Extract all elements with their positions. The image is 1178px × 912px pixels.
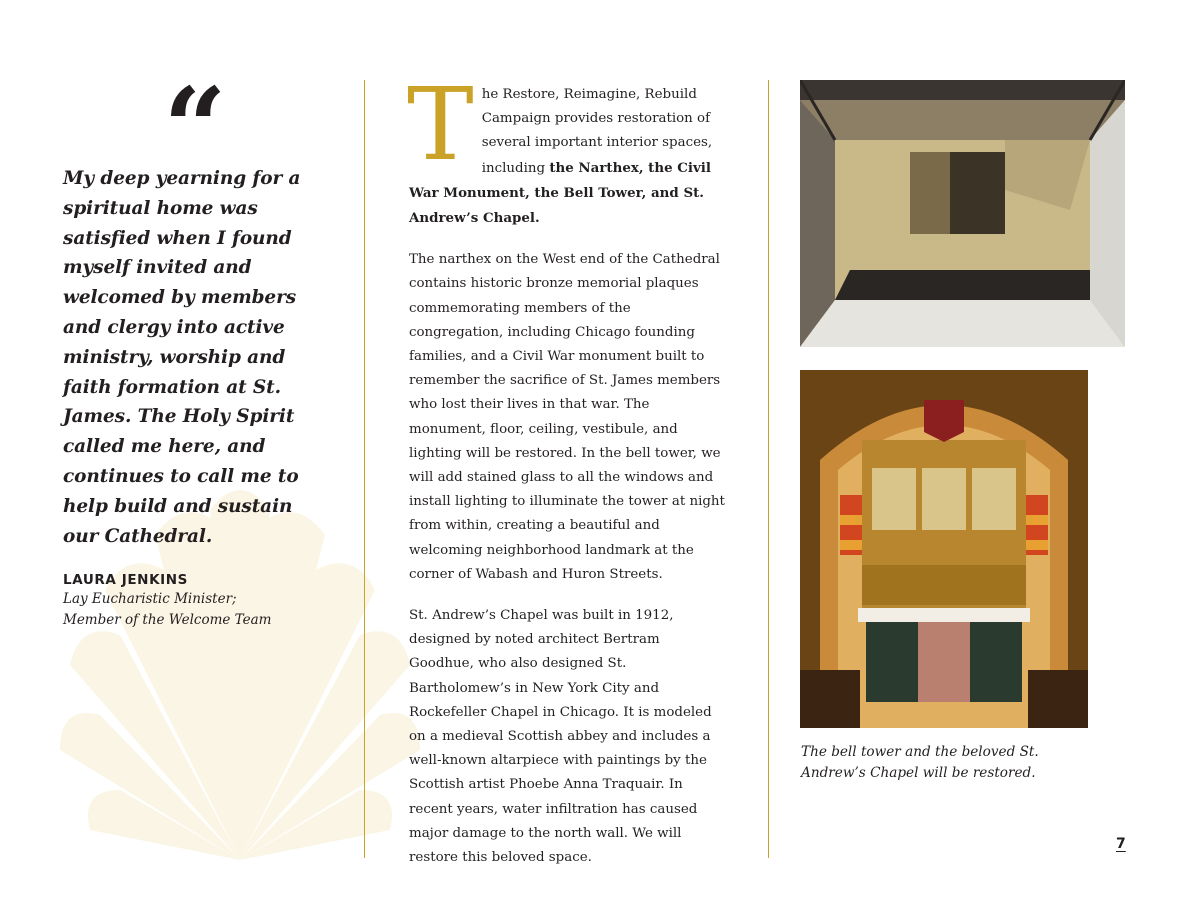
article-body	[407, 66, 727, 887]
page-number: 7	[1116, 836, 1126, 852]
drop-cap: T	[407, 66, 474, 183]
testimonial	[63, 63, 323, 631]
column-divider-left	[364, 80, 365, 858]
column-divider-right	[768, 80, 769, 858]
intro-bold: the Narthex, the Civil War Monument, the Bell Tower, and St. Andrew’s Chapel.	[409, 159, 711, 227]
bell-tower-photo	[800, 80, 1125, 347]
narthex-paragraph: The narthex on the West end of the Cathedral contains historic bronze memorial plaques commemorating members of the congregation, including Chicago founding families, and a Civil War monument built to remember the sacrifice of St. James members who lost their lives in that war. The monument, floor, ceiling, vestibule, and lighting will be restored. In the bell tower, we will add stained glass to all the windows and install lighting to illuminate the tower at night from within, creating a beautiful and welcoming neighborhood landmark at the corner of Wabash and Huron Streets.	[409, 252, 725, 582]
intro-paragraph	[407, 66, 727, 231]
photo-caption: The bell tower and the beloved St. Andrew’s Chapel will be restored.	[801, 744, 1039, 781]
chapel-altar-photo	[800, 370, 1088, 728]
testimonial-quote: My deep yearning for a spiritual home was satisfied when I found myself invited and welcomed by members and clergy into active ministry, worship and faith formation at St. James. The Holy Spirit called me here, and continues to call me to help build and sustain our Cathedral.	[63, 168, 301, 547]
quote-mark-icon: “	[163, 63, 227, 192]
testimonial-author: LAURA JENKINS	[63, 572, 188, 589]
testimonial-role-1: Lay Eucharistic Minister;	[63, 591, 237, 608]
chapel-paragraph: St. Andrew’s Chapel was built in 1912, designed by noted architect Bertram Goodhue, who also designed St. Bartholomew’s in New York City and Rockefeller Chapel in Chicago. It is modeled on a medieval Scottish abbey and includes a well-known altarpiece with paintings by the Scottish artist Phoebe Anna Traquair. In recent years, water infiltration has caused major damage to the north wall. We will restore this beloved space.	[409, 608, 712, 866]
testimonial-role-2: Member of the Welcome Team	[63, 612, 272, 629]
intro-lead: he Restore, Reimagine, Rebuild Campaign provides restoration of several important interior spaces, including	[481, 87, 713, 176]
